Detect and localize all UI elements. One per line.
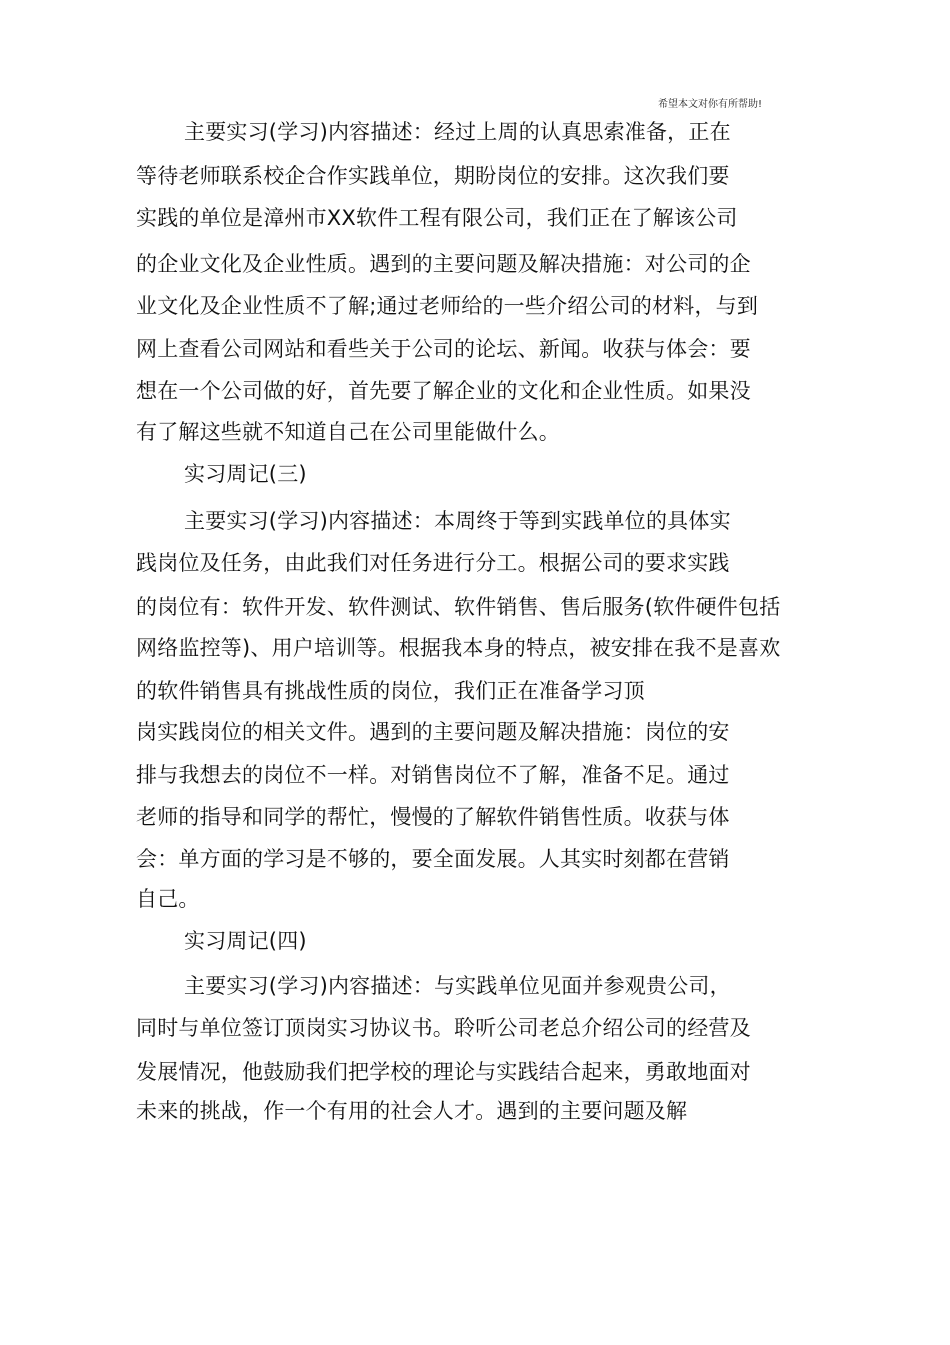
paragraph-line: 主要实习(学习)内容描述：本周终于等到实践单位的具体实 — [184, 509, 731, 533]
page-header-note: 希望本文对你有所帮助! — [658, 99, 763, 110]
paragraph-line: 同时与单位签订顶岗实习协议书。聆听公司老总介绍公司的经营及 — [136, 1016, 751, 1040]
paragraph-line: 的岗位有：软件开发、软件测试、软件销售、售后服务(软件硬件包括 — [136, 595, 781, 619]
paragraph-line: 践岗位及任务，由此我们对任务进行分工。根据公司的要求实践 — [136, 551, 730, 575]
paragraph-line: 网络监控等)、用户培训等。根据我本身的特点，被安排在我不是喜欢 — [136, 636, 781, 660]
paragraph-line: 未来的挑战，作一个有用的社会人才。遇到的主要问题及解 — [136, 1099, 688, 1123]
paragraph-line: 的软件销售具有挑战性质的岗位，我们正在准备学习顶 — [136, 679, 645, 703]
paragraph-line: 有了解这些就不知道自己在公司里能做什么。 — [136, 420, 560, 444]
paragraph-line: 想在一个公司做的好，首先要了解企业的文化和企业性质。如果没 — [136, 379, 751, 403]
paragraph-line: 的企业文化及企业性质。遇到的主要问题及解决措施：对公司的企 — [136, 252, 751, 276]
paragraph-line: 等待老师联系校企合作实践单位，期盼岗位的安排。这次我们要 — [136, 164, 730, 188]
paragraph-line: 实践的单位是漳州市XX软件工程有限公司，我们正在了解该公司 — [136, 206, 738, 230]
paragraph-line: 主要实习(学习)内容描述：与实践单位见面并参观贵公司， — [184, 974, 731, 998]
paragraph-line: 岗实践岗位的相关文件。遇到的主要问题及解决措施：岗位的安 — [136, 720, 730, 744]
paragraph-line: 网上查看公司网站和看些关于公司的论坛、新闻。收获与体会：要 — [136, 337, 751, 361]
paragraph-line: 会：单方面的学习是不够的，要全面发展。人其实时刻都在营销 — [136, 847, 730, 871]
section-heading: 实习周记(四) — [184, 929, 307, 953]
paragraph-line: 主要实习(学习)内容描述：经过上周的认真思索准备，正在 — [184, 120, 731, 144]
paragraph-line: 业文化及企业性质不了解;通过老师给的一些介绍公司的材料，与到 — [136, 294, 759, 318]
paragraph-line: 排与我想去的岗位不一样。对销售岗位不了解，准备不足。通过 — [136, 763, 730, 787]
section-heading: 实习周记(三) — [184, 462, 307, 486]
paragraph-line: 老师的指导和同学的帮忙，慢慢的了解软件销售性质。收获与体 — [136, 805, 730, 829]
paragraph-line: 自己。 — [136, 887, 200, 911]
paragraph-line: 发展情况，他鼓励我们把学校的理论与实践结合起来，勇敢地面对 — [136, 1060, 751, 1084]
